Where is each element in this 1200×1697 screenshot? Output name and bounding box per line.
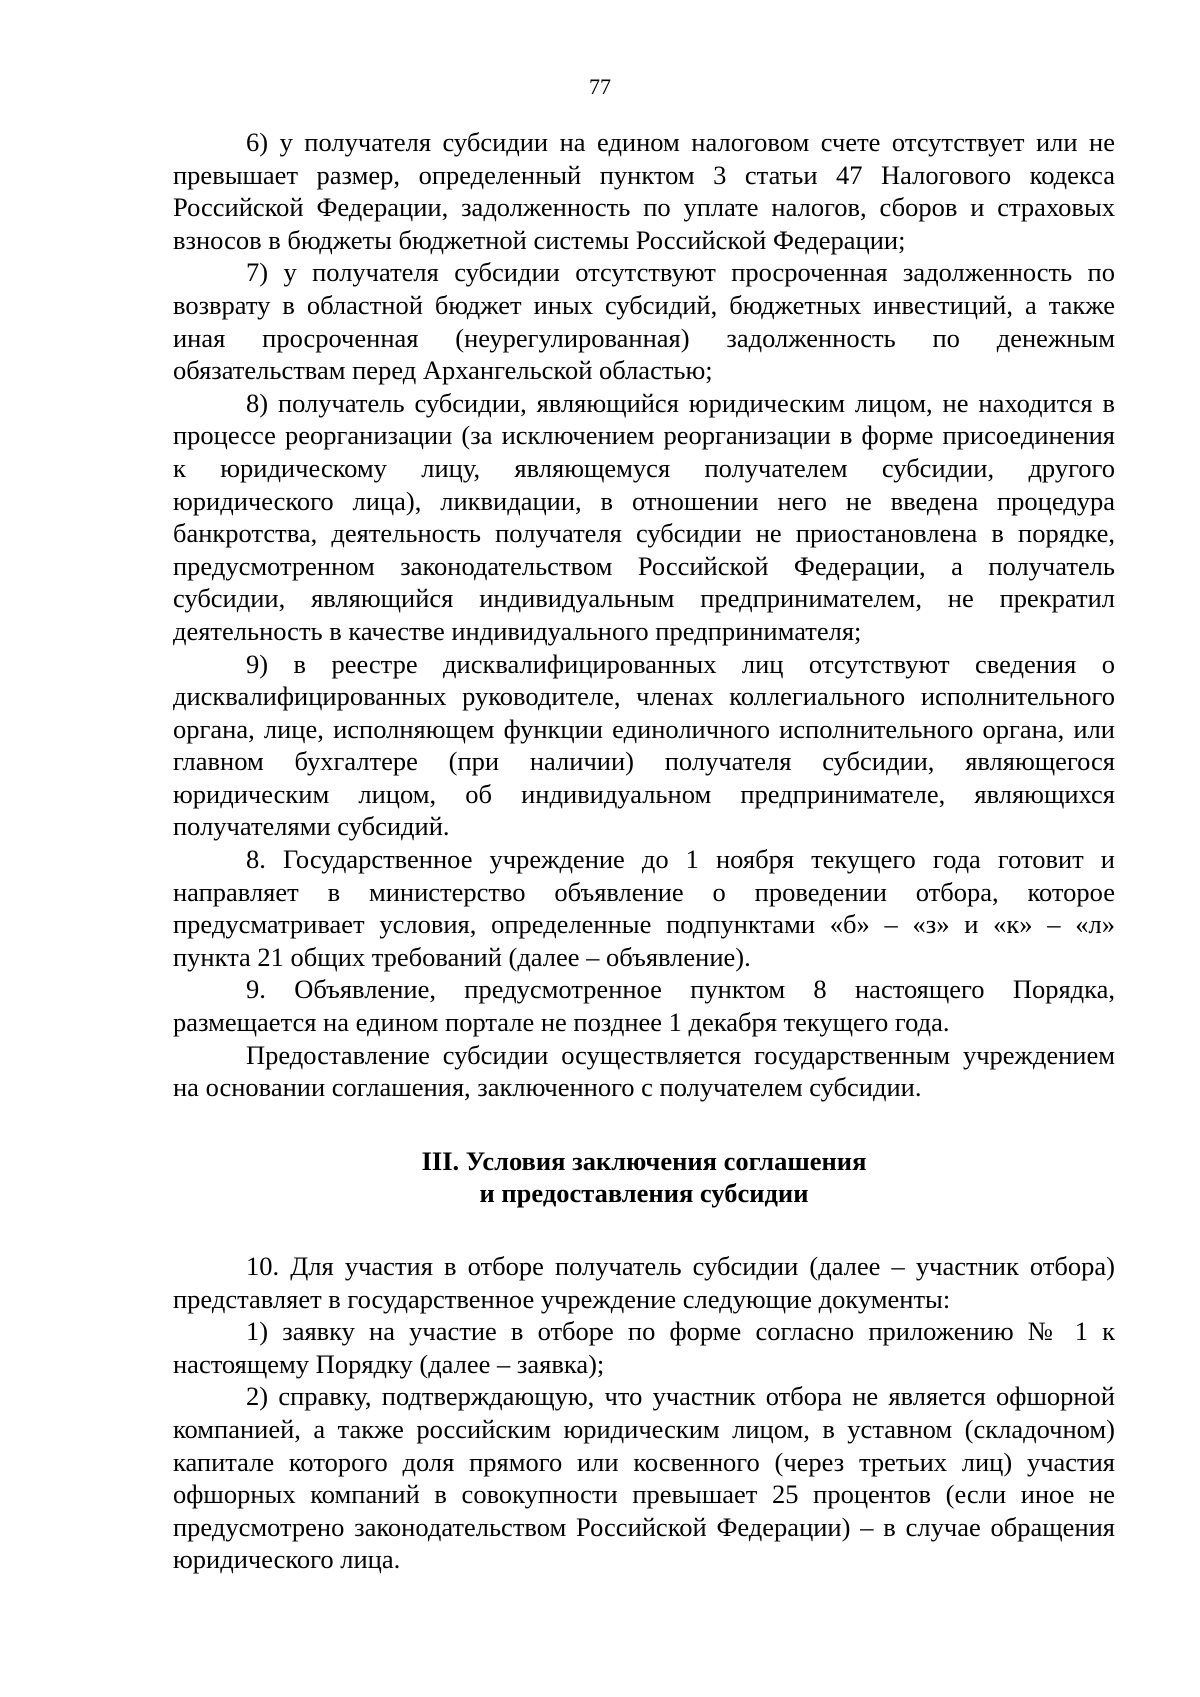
document-body [173, 126, 1115, 1576]
page-number: 77 [589, 74, 611, 99]
paragraph-subitem-9: 9) в реестре дисквалифицированных лиц отсутствуют сведения о дисквалифицированных руководителе, членах коллегиального исполнительного органа, лице, исполняющем функции единоличного исполнительного органа, или главном бухгалтере (при наличии) получателя субсидии, являющегося юридическим лицом, об индивидуальном предпринимателе, являющихся получателями субсидий. [173, 648, 1115, 842]
section-heading-line-1: III. Условия заключения соглашения [421, 1145, 867, 1176]
paragraph-clause-9: 9. Объявление, предусмотренное пунктом 8 настоящего Порядка, размещается на едином портале не позднее 1 декабря текущего года. [173, 974, 1115, 1038]
paragraph-subitem-6: 6) у получателя субсидии на едином налоговом счете отсутствует или не превышает размер, определенный пунктом 3 статьи 47 Налогового кодекса Российской Федерации, задолженность по уплате налогов, сборов и страховых взносов в бюджеты бюджетной системы Российской Федерации; [173, 127, 1115, 255]
paragraph-clause-10: 10. Для участия в отборе получатель субсидии (далее – участник отбора) представляет в государственное учреждение следующие документы: [173, 1251, 1115, 1314]
paragraph-subsidy-provision: Предоставление субсидии осуществляется государственным учреждением на основании соглашения, заключенного с получателем субсидии. [173, 1039, 1115, 1103]
paragraph-subitem-7: 7) у получателя субсидии отсутствуют просроченная задолженность по возврату в областной бюджет иных субсидий, бюджетных инвестиций, а также иная просроченная (неурегулированная) задолженность по денежным обязательствам перед Архангельской областью; [173, 257, 1115, 386]
paragraph-subitem-8: 8) получатель субсидии, являющийся юридическим лицом, не находится в процессе реорганизации (за исключением реорганизации в форме присоединения к юридическому лицу, являющемуся получателем субсидии, другого юридического лица), ликвидации, в отношении него не введена процедура банкротства, деятельность получателя субсидии не приостановлена в порядке, предусмотренном законодательством Российской Федерации, а получатель субсидии, являющийся индивидуальным предпринимателем, не прекратил деятельность в качестве индивидуального предпринимателя; [173, 387, 1115, 646]
paragraph-document-1: 1) заявку на участие в отборе по форме согласно приложению № 1 к настоящему Порядку (далее – заявка); [173, 1316, 1115, 1379]
paragraph-document-2: 2) справку, подтверждающую, что участник отбора не является офшорной компанией, а также российским юридическим лицом, в уставном (складочном) капитале которого доля прямого или косвенного (через третьих лиц) участия офшорных компаний в совокупности превышает 25 процентов (если иное не предусмотрено законодательством Российской Федерации) – в случае обращения юридического лица. [173, 1381, 1115, 1575]
paragraph-clause-8: 8. Государственное учреждение до 1 ноября текущего года готовит и направляет в министерство объявление о проведении отбора, которое предусматривает условия, определенные подпунктами «б» – «з» и «к» – «л» пункта 21 общих требований (далее – объявление). [173, 844, 1115, 972]
section-heading [173, 1145, 1115, 1210]
section-heading-line-2: и предоставления субсидии [479, 1178, 809, 1209]
